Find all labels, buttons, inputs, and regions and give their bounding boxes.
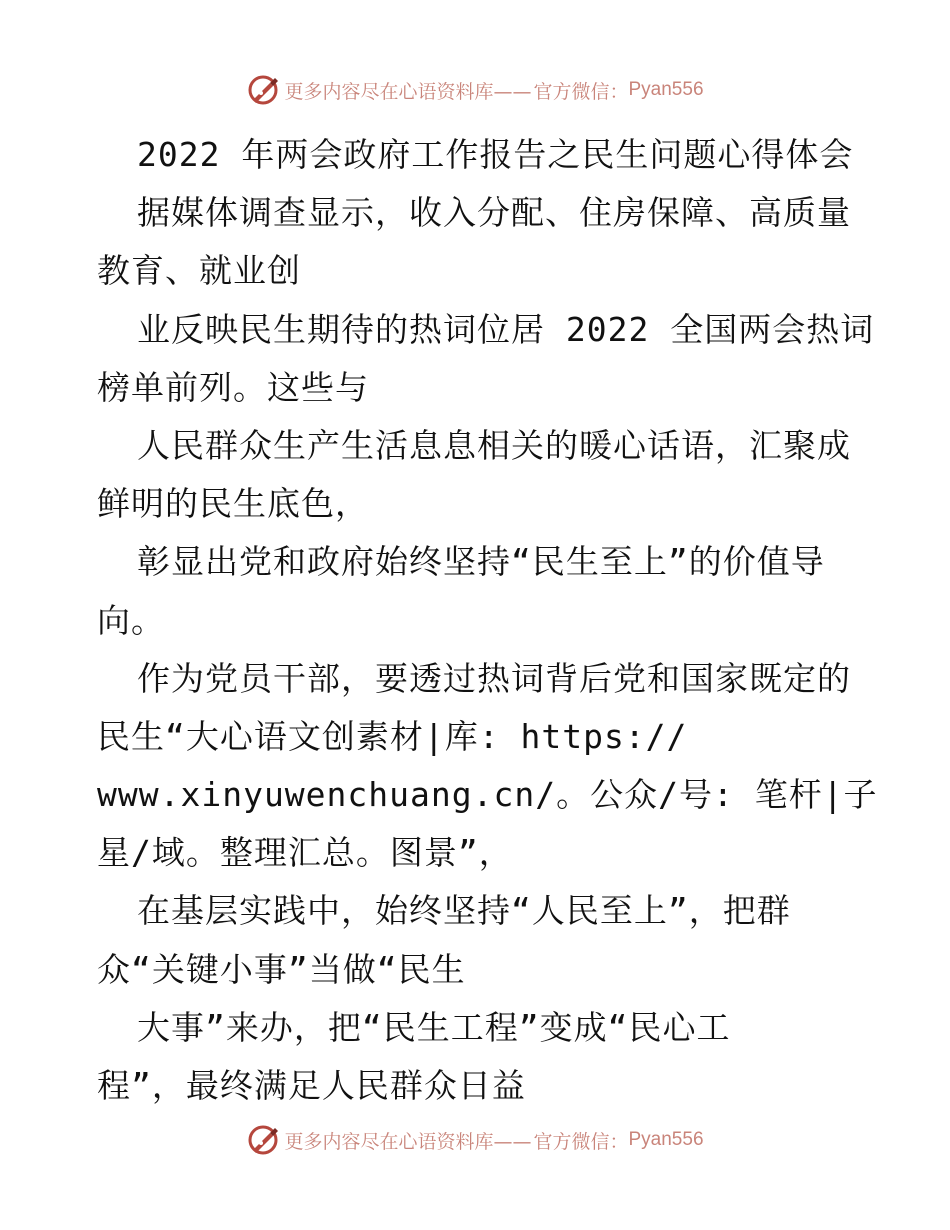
text-line: 鲜明的民生底色， [97, 484, 369, 524]
header-slogan: 更多内容尽在心语资料库—— [284, 80, 532, 103]
text-line: 人民群众生产生活息息相关的暖心话语，汇聚成 [137, 425, 851, 465]
text-line: 榜单前列。这些与 [97, 367, 369, 407]
footer-wechat-id: Pyan556 [628, 1129, 704, 1150]
text-line: 程”，最终满足人民群众日益 [97, 1066, 526, 1105]
text-line: 在基层实践中，始终坚持“人民至上”，把群 [137, 891, 791, 931]
text-line: 大事”来办，把“民生工程”变成“民心工 [137, 1007, 731, 1047]
header-wechat-id: Pyan556 [628, 79, 704, 100]
header-wechat-label: 官方微信： [533, 80, 629, 103]
pen-logo-icon [246, 73, 280, 107]
text-line: 星/域。整理汇总。图景”， [97, 833, 513, 873]
text-line: 众“关键小事”当做“民生 [97, 949, 466, 989]
document-body [97, 126, 878, 1115]
footer-wechat-label: 官方微信： [533, 1130, 629, 1153]
header-banner [0, 70, 950, 110]
text-line: www.xinyuwenchuang.cn/。公众/号: 笔杆|子 [97, 775, 878, 815]
text-line: 业反映民生期待的热词位居 2022 全国两会热词 [137, 309, 875, 349]
text-line: 据媒体调查显示，收入分配、住房保障、高质量 [137, 193, 851, 233]
text-line: 民生“大心语文创素材|库: https:// [97, 716, 688, 756]
pen-logo-icon [246, 1123, 280, 1157]
text-line: 教育、就业创 [97, 251, 301, 291]
text-line: 彰显出党和政府始终坚持“民生至上”的价值导 [137, 542, 825, 582]
text-line: 向。 [97, 600, 165, 640]
footer-slogan: 更多内容尽在心语资料库—— [284, 1130, 532, 1153]
text-line: 作为党员干部，要透过热词背后党和国家既定的 [137, 658, 851, 698]
document-title: 2022 年两会政府工作报告之民生问题心得体会 [137, 135, 854, 174]
footer-banner [0, 1120, 950, 1160]
